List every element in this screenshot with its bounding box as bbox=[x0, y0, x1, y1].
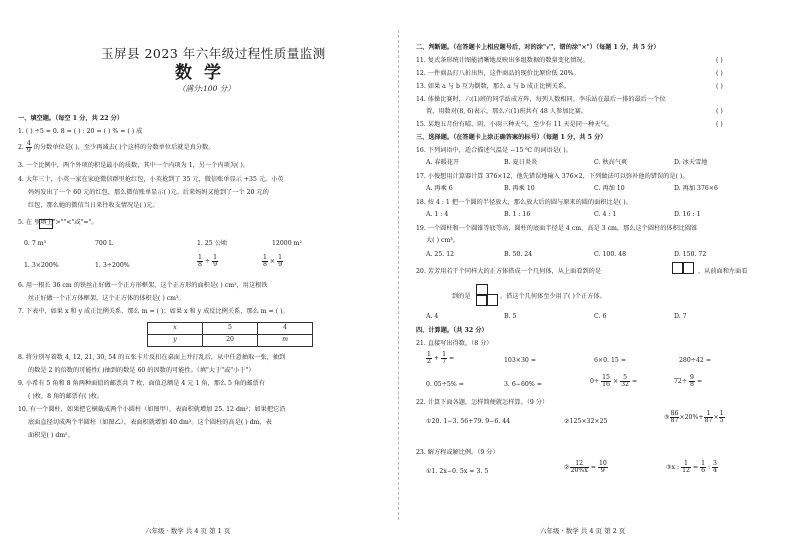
p23-item-2-pre: ② bbox=[564, 464, 570, 472]
choice-18-b: B. 1 : 16 bbox=[504, 211, 531, 218]
choice-16-a: A. 春暖花开 bbox=[426, 159, 460, 166]
q7-cell: 20 bbox=[203, 335, 258, 347]
q5-frac4-num: 1 bbox=[278, 254, 282, 261]
p21-frac1-den: 2 bbox=[427, 358, 431, 366]
judge-12: 12. 一件商品打八折出售，这件商品的现价比原价低 20%。 bbox=[416, 70, 580, 77]
question-8-line-2: 的数是 2 的倍数的可能性( )抽到的数是 60 的因数的可能性。（填"大于"或"小于"） bbox=[28, 367, 255, 374]
judge-15: 15. 某地五月份有晴、阴、小雨三种天气，至少有 11 天是同一种天气。 bbox=[416, 121, 613, 128]
choice-19-b: B. 50. 24 bbox=[504, 251, 533, 258]
q5-item-2c bbox=[197, 255, 218, 268]
q5-answer-box bbox=[39, 219, 53, 229]
choice-18-a: A. 1 : 4 bbox=[426, 211, 449, 218]
question-3: 3. 一个比例中，两个外项的积是最小的质数，其中一个内项为 1，另一个内项为( )。 bbox=[18, 162, 249, 169]
p22-item-2: ②125×32×25 bbox=[564, 418, 608, 425]
question-9-line-1: 9. 小希有 5 角和 8 角两种面值的邮票共 7 枚，面值总额是 4 元 1 角，那么 5 角的邮票有 bbox=[18, 380, 265, 387]
section-3-heading: 三、选择题。（在答题卡上涂正确答案的标号）（每题 1 分，共 5 分） bbox=[416, 134, 607, 141]
choice-19-a: A. 25. 12 bbox=[426, 251, 455, 258]
p23-item-2-den2: 9 bbox=[600, 467, 605, 475]
q7-cell: y bbox=[148, 335, 203, 347]
q5-item-2a: 1. 3×200% bbox=[24, 262, 59, 269]
left-page-footer: 六年级 · 数学 共 4 页 第 1 页 bbox=[145, 527, 231, 535]
q7-cell: m bbox=[258, 335, 313, 347]
question-4-line-2: 妈妈发出了一个 60 元的红包，那么微信账单显示( )元。后来妈妈又抢到了一个 20 元的 bbox=[28, 189, 269, 196]
choice-17: 17. 小俊想用计算器计算 376×12，他先错误地输入 376×2，下列做法可以弥补他的错误的是( )。 bbox=[416, 173, 689, 180]
p23-equals: = bbox=[692, 464, 699, 472]
p22-item-3-pre: ③ bbox=[664, 414, 670, 422]
right-page-footer: 六年级 · 数学 共 4 页 第 2 页 bbox=[540, 527, 626, 535]
question-1: 1. ( ) ÷5 = 0. 8 = ( ) : 20 = ( ) % = ( ) 成 bbox=[18, 128, 143, 135]
question-2 bbox=[18, 141, 214, 154]
choice-19-line-1: 19. 一个圆柱和一个圆锥等底等高，圆柱的底面半径是 4 cm，高是 3 cm，那么这个圆柱的体积比圆锥 bbox=[416, 225, 698, 232]
p21-item-6: 3. 6−60% = bbox=[504, 381, 542, 388]
problem-23: 23. 解方程或解比例。（9 分） bbox=[416, 449, 499, 456]
q2-denominator: 9 bbox=[26, 147, 31, 155]
q5-item-2b: 1. 3÷200% bbox=[95, 262, 130, 269]
choice-20-d: D. 7 bbox=[674, 313, 687, 320]
question-9-line-2: ( )枚，8 角的邮票有( )枚。 bbox=[28, 393, 104, 400]
q7-row-y bbox=[148, 335, 313, 347]
judge-14-line-1: 14. 体操比赛时，六(1)班的同学站成方阵，每列人数相同。李乐站在最后一排的最后一个位 bbox=[416, 96, 666, 103]
q7-cell: 4 bbox=[258, 323, 313, 335]
p23-item-3-num3: 3 bbox=[713, 460, 717, 467]
choice-20-line-2a: 到的是 bbox=[452, 293, 471, 300]
p21-item-7-den1: 16 bbox=[602, 381, 610, 389]
p21-item-8-num: 9 bbox=[690, 374, 694, 381]
question-4-line-1: 4. 大年三十，小英一家在家庭微信群里抢红包，小英抢到了 35 元，微信账单显示 +35 元，小英 bbox=[18, 176, 284, 183]
q5-item-1b: 700 L bbox=[95, 240, 113, 247]
q5-frac3-num: 1 bbox=[263, 254, 267, 261]
p22-item-3 bbox=[664, 411, 725, 424]
p21-item-8-den: 8 bbox=[690, 381, 694, 389]
problem-21: 21. 直接写出得数。（8 分） bbox=[416, 340, 493, 347]
p22-item-3-den3: 5 bbox=[719, 417, 724, 425]
judge-14-line-2: 置，用数对(8, 6)表示，那么六(1)班共有 48 人参加比赛。 bbox=[426, 108, 587, 115]
q5-item-2d bbox=[262, 255, 283, 268]
question-8-line-1: 8. 将分别写着数 4, 12, 21, 30, 54 的五张卡片反扣在桌面上并打乱后，从中任意抽取一张，抽到 bbox=[18, 354, 286, 361]
p23-item-3-den2: 6 bbox=[701, 467, 705, 475]
question-7: 7. 下表中，如果 x 和 y 成正比例关系，那么 m = ( )；如果 x 和 y 成反比例关系，那么 m = ( )。 bbox=[18, 308, 289, 315]
exam-score: （满分:100 分） bbox=[178, 84, 235, 93]
question-6-line-2: 丝正好做一个正方体框架，这个正方体的体积是( ) cm³。 bbox=[28, 295, 185, 302]
p21-item-7-pre: 0÷ bbox=[590, 378, 600, 386]
choice-20-line-1a: 20. 芳芳用若干个同样大的正方体搭成一个几何体，从上面看到的是 bbox=[416, 268, 602, 275]
left-page bbox=[0, 0, 390, 550]
p21-op-plus: + bbox=[433, 355, 440, 363]
p23-item-3-num2: 1 bbox=[701, 460, 705, 467]
choice-20-c: C. 6 bbox=[594, 313, 607, 320]
q5-op-times: × bbox=[269, 258, 276, 266]
p22-item-3-mid: ×20%+ bbox=[679, 414, 704, 422]
section-1-heading: 一、填空题。（每空 1 分，共 22 分） bbox=[18, 115, 124, 122]
q2-fraction bbox=[26, 141, 32, 154]
exam-subject: 数学 bbox=[175, 63, 233, 83]
choice-19-c: C. 100. 48 bbox=[594, 251, 627, 258]
q5-frac1-den: 8 bbox=[198, 261, 202, 269]
judge-15-paren: ( ) bbox=[716, 121, 723, 128]
choice-18: 18. 按 4 : 1 把一个圆的半径放大，那么放大后的圆与原来的圆的面积比是( )。 bbox=[416, 199, 632, 206]
judge-11-paren: ( ) bbox=[716, 57, 723, 64]
q2-number: 2. bbox=[18, 144, 24, 152]
p21-item-7-den2: 32 bbox=[621, 381, 629, 389]
judge-13-paren: ( ) bbox=[716, 83, 723, 90]
section-4-heading: 四、计算题。（共 32 分） bbox=[416, 327, 488, 334]
question-10-line-1: 10. 有一个圆柱，如果把它横截成两个小圆柱（如图甲），表面积就增加 25. 12 dm²；如果把它沿 bbox=[18, 406, 286, 413]
page-divider bbox=[398, 30, 399, 520]
choice-20-line-2b: 。搭这个几何体至少用了( )个正方体。 bbox=[500, 293, 606, 300]
p22-item-3-num3: 1 bbox=[719, 410, 724, 417]
q5-item-1d: 12000 m² bbox=[272, 240, 302, 247]
q2-text: 的分数单位是( )，至少再减去( )个这样的分数单位后就是真分数。 bbox=[33, 144, 215, 152]
p21-item-3: 6×0. 15 = bbox=[594, 357, 627, 364]
section-2-heading: 二、判断题。（在答题卡上相应题号后，对的涂"√"，错的涂"×"）（每题 1 分，共 5 分） bbox=[416, 44, 660, 51]
judge-11: 11. 复式条形统计图能清晰地反映出多组数据的数量变化情况。 bbox=[416, 57, 589, 64]
choice-16-b: B. 夏日炎炎 bbox=[504, 159, 538, 166]
exam-title: 玉屏县 2023 年六年级过程性质量监测 bbox=[101, 46, 326, 61]
choice-17-a: A. 再乘 6 bbox=[426, 185, 453, 192]
q7-cell: x bbox=[148, 323, 203, 335]
p21-item-7-op: × bbox=[612, 378, 619, 386]
p22-item-3-num2: 1 bbox=[704, 411, 714, 418]
q5-frac1-num: 1 bbox=[198, 254, 202, 261]
choice-16-c: C. 秋高气爽 bbox=[594, 159, 628, 166]
p22-item-3-den2: 87 bbox=[704, 417, 713, 425]
p21-equals: = bbox=[631, 378, 638, 386]
question-6-line-1: 6. 用一根长 36 cm 的铁丝正好做一个正方形框架，这个正方形的面积是( ) cm²，用这根铁 bbox=[18, 282, 268, 289]
choice-16-d: D. 冰天雪地 bbox=[674, 159, 708, 166]
q5-op-divide: ÷ bbox=[204, 258, 211, 266]
judge-13: 13. 如果 a 与 b 互为倒数，那么 a 与 b 成正比例关系。 bbox=[416, 83, 571, 90]
p23-item-3 bbox=[666, 461, 718, 474]
q2-numerator: 4 bbox=[26, 140, 31, 147]
p21-equals: = bbox=[696, 378, 703, 386]
q5-frac4-den: 9 bbox=[278, 261, 282, 269]
choice-17-d: D. 再加 376×6 bbox=[674, 185, 718, 192]
q5-item-1c: 1. 25 公顷 bbox=[197, 240, 228, 247]
choice-20-line-1b: ，从前面和左面看 bbox=[698, 268, 748, 275]
p21-frac2-num: 1 bbox=[442, 351, 446, 358]
choice-19-d: D. 150. 72 bbox=[674, 251, 707, 258]
p21-item-5: 0. 05÷5% = bbox=[426, 381, 464, 388]
p22-item-3-op: × bbox=[713, 414, 719, 422]
p21-item-8 bbox=[674, 375, 702, 388]
p23-item-2-num1: 12 bbox=[570, 461, 589, 468]
choice-18-c: C. 4 : 1 bbox=[594, 211, 617, 218]
front-view-square-3 bbox=[486, 294, 498, 306]
p23-item-2-den1: 20%x bbox=[570, 467, 588, 475]
question-5: 5. 在 里填上">""<"或"="。 bbox=[18, 219, 98, 226]
q5-item-1a: 0. 7 m³ bbox=[24, 240, 47, 247]
judge-12-paren: ( ) bbox=[716, 70, 723, 77]
p22-item-1: ①20. 1−3. 56+79. 9−6. 44 bbox=[426, 418, 511, 425]
p21-frac1-num: 1 bbox=[427, 351, 431, 358]
right-page bbox=[404, 0, 794, 550]
p22-item-3-den1: 87 bbox=[670, 417, 679, 425]
choice-18-d: D. 16 : 1 bbox=[674, 211, 701, 218]
p21-item-2: 103×30 = bbox=[504, 357, 537, 364]
choice-16: 16. 下列词语中，适合描述气温是 −15 ℃ 的词语是( )。 bbox=[416, 147, 572, 154]
p22-item-3-num1: 86 bbox=[670, 410, 679, 417]
top-view-square-2 bbox=[682, 262, 694, 274]
q7-row-x bbox=[148, 323, 313, 335]
p23-item-1: ①1. 2x−0. 5x = 3. 5 bbox=[426, 468, 489, 475]
q5-frac3-den: 8 bbox=[263, 261, 267, 269]
p21-frac2-den: 7 bbox=[442, 358, 446, 366]
p21-equals: = bbox=[448, 355, 455, 363]
choice-19-line-2: 大( ) cm³。 bbox=[426, 237, 459, 244]
q5-frac2-den: 9 bbox=[213, 261, 217, 269]
question-4-line-3: 红包，那么她的微信当日来往收支情况是( )元。 bbox=[28, 202, 159, 209]
p21-item-7 bbox=[590, 375, 637, 388]
p23-item-2 bbox=[564, 461, 608, 474]
p21-item-7-num2: 5 bbox=[620, 375, 630, 382]
p23-item-3-den1: 12 bbox=[682, 467, 690, 475]
p21-item-4: 280÷42 = bbox=[679, 357, 712, 364]
p23-colon: : bbox=[707, 464, 711, 472]
p23-item-2-num2: 10 bbox=[598, 460, 607, 467]
p23-equals: = bbox=[590, 464, 596, 472]
p23-item-3-pre: ③x : bbox=[666, 464, 680, 472]
choice-20-a: A. 4 bbox=[426, 313, 439, 320]
choice-20-b: B. 5 bbox=[504, 313, 517, 320]
question-10-line-3: 面积是( ) dm²。 bbox=[28, 432, 74, 439]
p21-item-1 bbox=[426, 352, 454, 365]
judge-14-paren: ( ) bbox=[716, 108, 723, 115]
choice-17-c: C. 再加 10 bbox=[594, 185, 625, 192]
q5-frac2-num: 1 bbox=[213, 254, 217, 261]
p21-item-7-num1: 15 bbox=[602, 374, 610, 381]
choice-17-b: B. 再乘 10 bbox=[504, 185, 535, 192]
question-10-line-2: 底面直径切成两个半圆柱（如图乙），表面积就增加 40 dm²。这个圆柱的高是( ) dm，表 bbox=[28, 419, 272, 426]
p23-item-3-num1: 1 bbox=[681, 461, 691, 468]
q7-cell: 5 bbox=[203, 323, 258, 335]
p23-item-3-den3: 4 bbox=[713, 467, 717, 475]
p21-item-8-pre: 72÷ bbox=[674, 378, 688, 386]
problem-22: 22. 计算下面各题，怎样简便就怎样算。（9 分） bbox=[416, 399, 549, 406]
q7-table bbox=[147, 322, 313, 347]
